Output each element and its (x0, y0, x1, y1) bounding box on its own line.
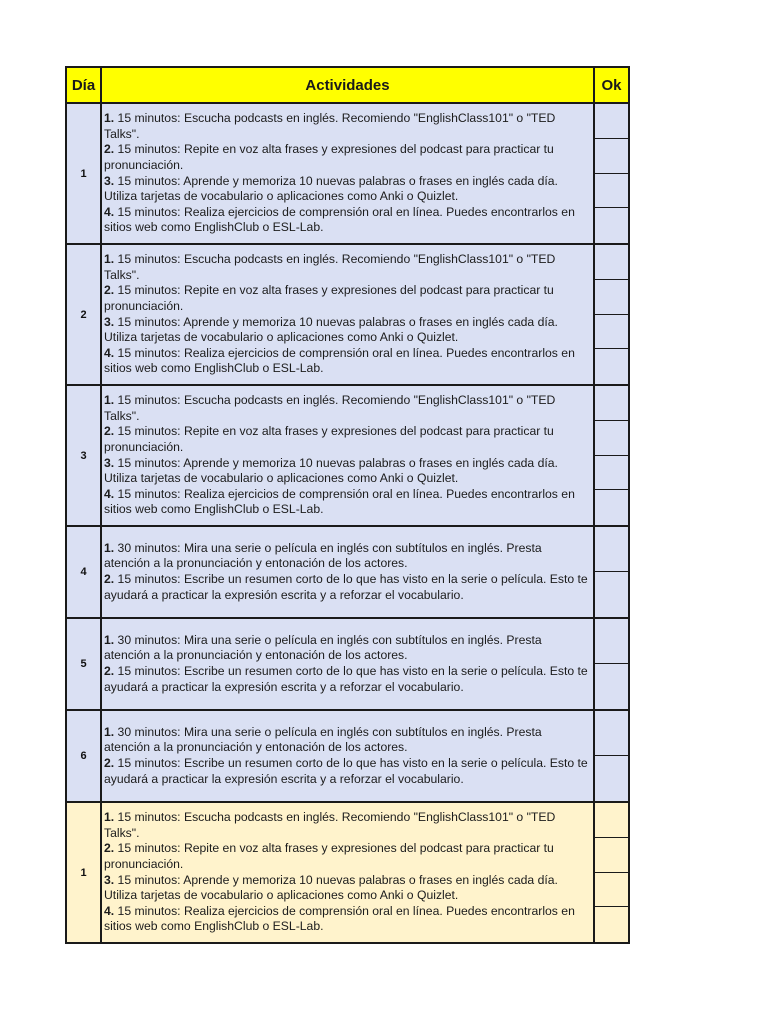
activities-cell (101, 244, 594, 385)
activity-item (104, 315, 591, 346)
day-row (66, 802, 629, 943)
activity-number: 3. (104, 173, 115, 188)
activity-item (104, 283, 591, 314)
header-ok: Ok (594, 67, 629, 103)
ok-checkbox-cell[interactable] (595, 456, 628, 491)
activity-text: 15 minutos: Aprende y memoriza 10 nuevas palabras o frases en inglés cada día. Utiliza tarjetas de vocabulario o aplicaciones como Anki o Quizlet. (104, 872, 558, 903)
activity-text: 30 minutos: Mira una serie o película en inglés con subtítulos en inglés. Presta atención a la pronunciación y entonación de los actores. (104, 632, 542, 663)
activity-number: 2. (104, 424, 115, 439)
activity-item (104, 541, 591, 572)
activities-cell (101, 618, 594, 710)
activity-number: 2. (104, 664, 115, 678)
day-number: 3 (66, 385, 101, 526)
activity-number: 3. (104, 314, 115, 329)
day-row (66, 618, 629, 710)
activities-cell (101, 710, 594, 802)
activity-item (104, 174, 591, 205)
activity-number: 2. (104, 572, 115, 586)
ok-checkbox-cell[interactable] (595, 245, 628, 280)
activity-text: 15 minutos: Aprende y memoriza 10 nuevas palabras o frases en inglés cada día. Utiliza tarjetas de vocabulario o aplicaciones como Anki o Quizlet. (104, 173, 558, 204)
activity-item (104, 111, 591, 142)
activity-number: 1. (104, 632, 115, 647)
activity-text: 15 minutos: Realiza ejercicios de comprensión oral en línea. Puedes encontrarlos en sitios web como EnglishClub o ESL-Lab. (104, 903, 575, 934)
activity-item (104, 456, 591, 487)
ok-checkbox-cell[interactable] (595, 208, 628, 243)
ok-column-cell (594, 802, 629, 943)
activity-item (104, 424, 591, 455)
header-day: Día (66, 67, 101, 103)
schedule-body (66, 103, 629, 943)
activity-text: 15 minutos: Realiza ejercicios de comprensión oral en línea. Puedes encontrarlos en sitios web como EnglishClub o ESL-Lab. (104, 345, 575, 376)
activity-item (104, 393, 591, 424)
activity-item (104, 205, 591, 236)
activity-item (104, 346, 591, 377)
ok-checkbox-cell[interactable] (595, 838, 628, 873)
activities-cell (101, 526, 594, 618)
activity-number: 4. (104, 204, 115, 219)
ok-checkbox-cell[interactable] (595, 280, 628, 315)
activity-text: 15 minutos: Repite en voz alta frases y expresiones del podcast para practicar tu pronunciación. (104, 283, 554, 313)
day-row (66, 244, 629, 385)
activity-text: 15 minutos: Repite en voz alta frases y expresiones del podcast para practicar tu pronunciación. (104, 841, 554, 871)
activities-cell (101, 103, 594, 244)
ok-checkbox-cell[interactable] (595, 104, 628, 139)
ok-column-cell (594, 710, 629, 802)
ok-checkbox-cell[interactable] (595, 873, 628, 908)
activity-number: 1. (104, 393, 115, 408)
activity-text: 15 minutos: Realiza ejercicios de comprensión oral en línea. Puedes encontrarlos en sitios web como EnglishClub o ESL-Lab. (104, 486, 575, 517)
day-row (66, 710, 629, 802)
ok-column-cell (594, 618, 629, 710)
ok-checkbox-cell[interactable] (595, 907, 628, 942)
ok-column-cell (594, 385, 629, 526)
ok-checkbox-cell[interactable] (595, 490, 628, 525)
activity-text: 15 minutos: Escribe un resumen corto de lo que has visto en la serie o película. Esto te ayudará a practicar la expresión escrita y a reforzar el vocabulario. (104, 664, 588, 694)
activity-text: 15 minutos: Escucha podcasts en inglés. Recomiendo "EnglishClass101" o "TED Talks". (104, 810, 556, 840)
activity-item (104, 252, 591, 283)
activity-number: 1. (104, 810, 115, 825)
day-row (66, 526, 629, 618)
day-row (66, 103, 629, 244)
activity-text: 30 minutos: Mira una serie o película en inglés con subtítulos en inglés. Presta atención a la pronunciación y entonación de los actores. (104, 540, 542, 571)
activity-text: 15 minutos: Repite en voz alta frases y expresiones del podcast para practicar tu pronunciación. (104, 424, 554, 454)
activity-number: 4. (104, 345, 115, 360)
activity-item (104, 664, 591, 695)
ok-checkbox-cell[interactable] (595, 756, 628, 801)
header-row (66, 67, 629, 103)
activity-text: 15 minutos: Escucha podcasts en inglés. Recomiendo "EnglishClass101" o "TED Talks". (104, 252, 556, 282)
ok-checkbox-cell[interactable] (595, 527, 628, 572)
ok-checkbox-cell[interactable] (595, 421, 628, 456)
activity-number: 4. (104, 903, 115, 918)
ok-checkbox-cell[interactable] (595, 349, 628, 384)
activity-number: 2. (104, 283, 115, 298)
activity-number: 3. (104, 872, 115, 887)
activity-item (104, 810, 591, 841)
activity-text: 15 minutos: Repite en voz alta frases y expresiones del podcast para practicar tu pronunciación. (104, 142, 554, 172)
activity-text: 30 minutos: Mira una serie o película en inglés con subtítulos en inglés. Presta atención a la pronunciación y entonación de los actores. (104, 724, 542, 755)
activity-schedule-table (65, 66, 630, 944)
activity-item (104, 904, 591, 935)
activity-number: 2. (104, 756, 115, 770)
ok-column-cell (594, 526, 629, 618)
activity-number: 1. (104, 252, 115, 267)
activity-item (104, 841, 591, 872)
activity-item (104, 487, 591, 518)
activity-number: 1. (104, 540, 115, 555)
ok-checkbox-cell[interactable] (595, 711, 628, 756)
ok-checkbox-cell[interactable] (595, 664, 628, 709)
activity-item (104, 725, 591, 756)
activity-text: 15 minutos: Escucha podcasts en inglés. Recomiendo "EnglishClass101" o "TED Talks". (104, 393, 556, 423)
activity-text: 15 minutos: Escribe un resumen corto de lo que has visto en la serie o película. Esto te ayudará a practicar la expresión escrita y a reforzar el vocabulario. (104, 572, 588, 602)
activity-text: 15 minutos: Escribe un resumen corto de lo que has visto en la serie o película. Esto te ayudará a practicar la expresión escrita y a reforzar el vocabulario. (104, 756, 588, 786)
day-number: 4 (66, 526, 101, 618)
activity-number: 2. (104, 142, 115, 157)
activity-item (104, 633, 591, 664)
activity-item (104, 142, 591, 173)
activity-text: 15 minutos: Escucha podcasts en inglés. Recomiendo "EnglishClass101" o "TED Talks". (104, 111, 556, 141)
activity-number: 2. (104, 841, 115, 856)
activity-text: 15 minutos: Aprende y memoriza 10 nuevas palabras o frases en inglés cada día. Utiliza tarjetas de vocabulario o aplicaciones como Anki o Quizlet. (104, 314, 558, 345)
day-number: 6 (66, 710, 101, 802)
activities-cell (101, 385, 594, 526)
activity-item (104, 572, 591, 603)
day-number: 1 (66, 802, 101, 943)
header-activities: Actividades (101, 67, 594, 103)
activity-number: 1. (104, 724, 115, 739)
activity-number: 3. (104, 455, 115, 470)
activity-number: 4. (104, 486, 115, 501)
ok-checkbox-cell[interactable] (595, 315, 628, 350)
activity-number: 1. (104, 111, 115, 126)
ok-column-cell (594, 244, 629, 385)
ok-checkbox-cell[interactable] (595, 572, 628, 617)
day-number: 1 (66, 103, 101, 244)
activity-item (104, 873, 591, 904)
ok-checkbox-cell[interactable] (595, 619, 628, 664)
ok-checkbox-cell[interactable] (595, 803, 628, 838)
day-number: 5 (66, 618, 101, 710)
ok-checkbox-cell[interactable] (595, 174, 628, 209)
ok-checkbox-cell[interactable] (595, 386, 628, 421)
day-row (66, 385, 629, 526)
activity-text: 15 minutos: Realiza ejercicios de comprensión oral en línea. Puedes encontrarlos en sitios web como EnglishClub o ESL-Lab. (104, 204, 575, 235)
activity-text: 15 minutos: Aprende y memoriza 10 nuevas palabras o frases en inglés cada día. Utiliza tarjetas de vocabulario o aplicaciones como Anki o Quizlet. (104, 455, 558, 486)
activity-item (104, 756, 591, 787)
ok-column-cell (594, 103, 629, 244)
activities-cell (101, 802, 594, 943)
ok-checkbox-cell[interactable] (595, 139, 628, 174)
day-number: 2 (66, 244, 101, 385)
